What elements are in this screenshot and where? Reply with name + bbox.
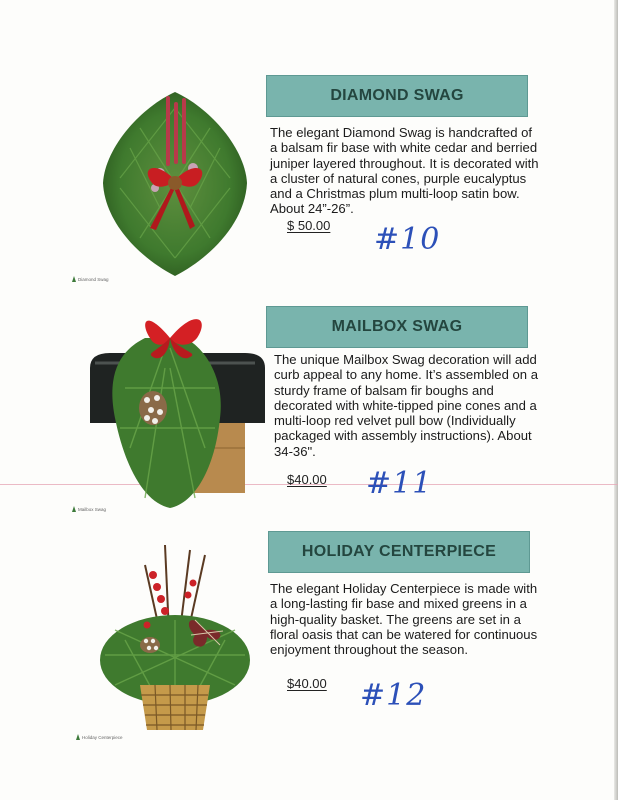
image-caption: Holiday Centerpiece [76, 734, 123, 740]
image-caption: Diamond Swag [72, 276, 109, 282]
product-description: The elegant Holiday Centerpiece is made with a long-lasting fir base and mixed greens in a high-quality basket. The greens are set in a floral oasis that can be watered for continuous enjoyment throughout the season. [270, 581, 538, 658]
centerpiece-basket-icon [95, 535, 255, 735]
handwritten-number: #11 [366, 466, 433, 501]
product-title: MAILBOX SWAG [331, 318, 463, 335]
handwritten-number: #10 [374, 222, 441, 257]
product-price: $40.00 [287, 472, 327, 487]
product-title: DIAMOND SWAG [330, 87, 464, 104]
handwritten-number: #12 [360, 678, 427, 713]
product-title-banner [268, 531, 530, 573]
product-price: $40.00 [287, 676, 327, 691]
product-description: The unique Mailbox Swag decoration will add curb appeal to any home. It’s assembled on a sturdy frame of balsam fir boughs and decorated with white-tipped pine cones and a multi-loop red velvet pull bow (Individually packaged with assembly instructions). About 34-36". [274, 352, 538, 459]
tree-logo-icon [76, 734, 80, 740]
product-title: HOLIDAY CENTERPIECE [301, 543, 497, 560]
image-caption: Mailbox Swag [72, 506, 106, 512]
product-price: $ 50.00 [287, 218, 331, 233]
product-description: The elegant Diamond Swag is handcrafted of a balsam fir base with white cedar and berried juniper layered throughout. It is decorated with a cluster of natural cones, purple eucalyptus and a Christmas plum multi-loop satin bow. About 24”-26”. [270, 125, 539, 217]
